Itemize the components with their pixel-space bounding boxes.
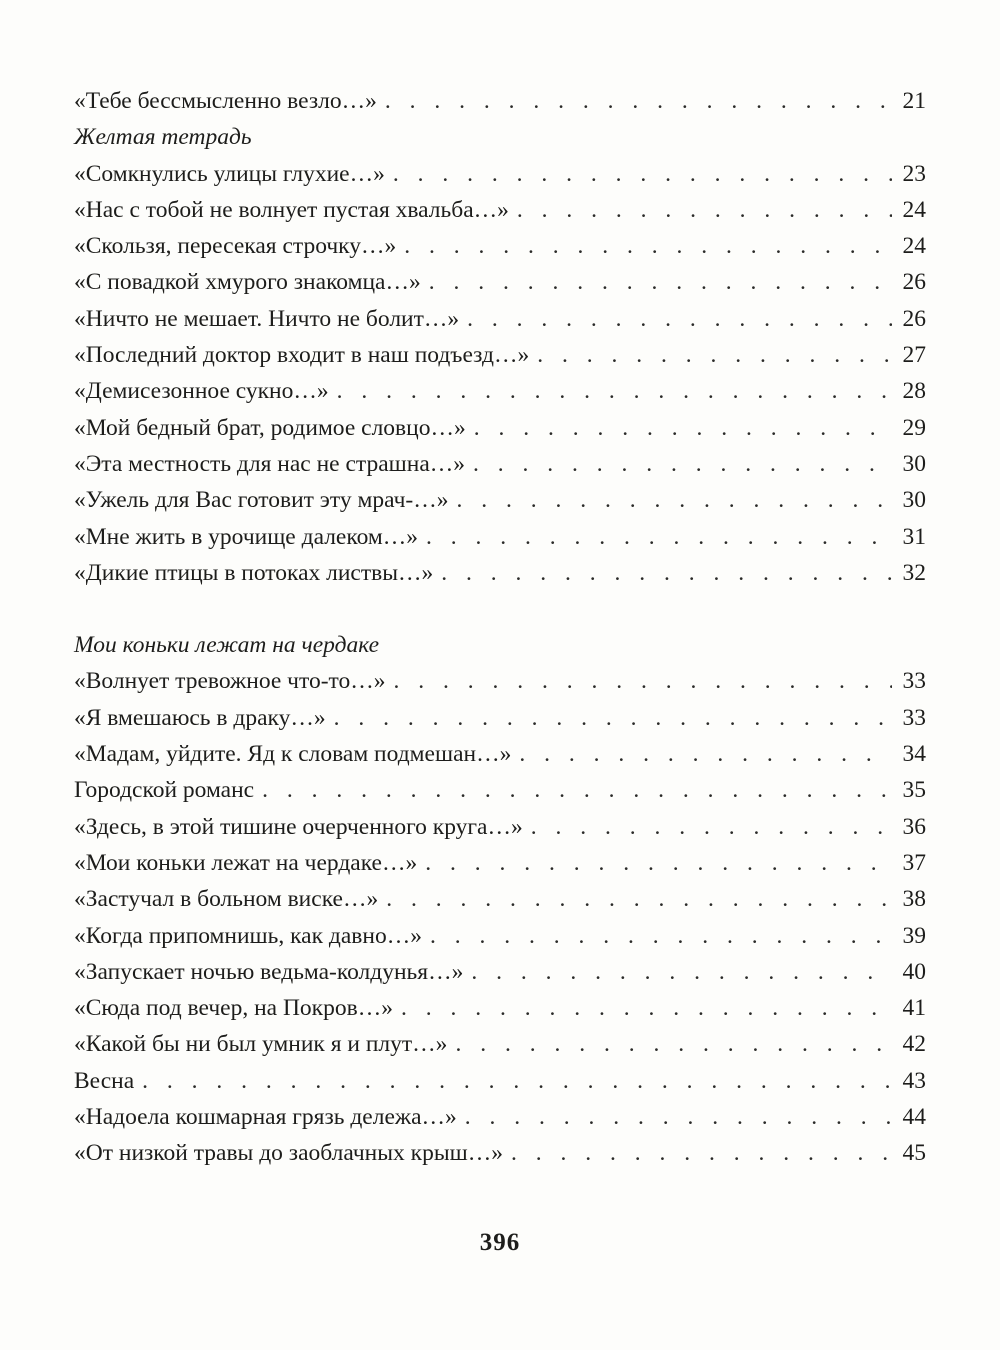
- dot-leader: [465, 1099, 892, 1135]
- dot-leader: [262, 772, 892, 808]
- dot-leader: [473, 446, 892, 482]
- toc-entry-page: 24: [902, 233, 926, 260]
- toc-entry-title: «Мадам, уйдите. Яд к словам подмешан…»: [74, 741, 512, 768]
- toc-entry-page: 33: [902, 704, 926, 731]
- dot-leader: [393, 156, 892, 192]
- toc-entry[interactable]: [74, 990, 926, 1026]
- dot-leader: [142, 1063, 892, 1099]
- dot-leader: [426, 519, 892, 555]
- toc-entry-title: «Ничто не мешает. Ничто не болит…»: [74, 305, 460, 332]
- toc-entry[interactable]: [74, 446, 926, 482]
- toc-entry-page: 30: [902, 450, 926, 477]
- toc-entry-page: 23: [902, 160, 926, 187]
- dot-leader: [425, 845, 892, 881]
- toc-entry-page: 39: [902, 922, 926, 949]
- toc-entry-title: «Сюда под вечер, на Покров…»: [74, 995, 393, 1022]
- toc-entry-title: «Я вмешаюсь в драку…»: [74, 704, 326, 731]
- toc-entry-title: «Эта местность для нас не страшна…»: [74, 450, 465, 477]
- dot-leader: [429, 264, 892, 300]
- toc-entry-title: «Надоела кошмарная грязь дележа…»: [74, 1104, 457, 1131]
- toc-entry[interactable]: [74, 918, 926, 954]
- dot-leader: [467, 301, 892, 337]
- page-number: 396: [479, 1229, 521, 1256]
- toc-entry-title: «С повадкой хмурого знакомца…»: [74, 269, 421, 296]
- dot-leader: [441, 555, 892, 591]
- toc-entry-title: «Мои коньки лежат на чердаке…»: [74, 849, 418, 876]
- toc-entry-title: «Сомкнулись улицы глухие…»: [74, 160, 385, 187]
- toc-entry[interactable]: [74, 809, 926, 845]
- dot-leader: [334, 700, 892, 736]
- toc-entry-title: «Мне жить в урочище далеком…»: [74, 523, 419, 550]
- toc-entry-page: 26: [902, 269, 926, 296]
- toc-entry-title: Городской романс: [74, 777, 255, 804]
- toc-entry-page: 42: [902, 1031, 926, 1058]
- dot-leader: [455, 1026, 892, 1062]
- toc-entry[interactable]: [74, 1063, 926, 1099]
- toc-entry-title: «Запускает ночью ведьма-колдунья…»: [74, 958, 464, 985]
- toc-entry-page: 24: [902, 196, 926, 223]
- toc-entry-title: «Дикие птицы в потоках листвы…»: [74, 559, 434, 586]
- toc-entry[interactable]: [74, 228, 926, 264]
- toc-entry-page: 30: [902, 487, 926, 514]
- toc-entry-page: 27: [902, 342, 926, 369]
- toc-entry-page: 45: [902, 1140, 926, 1167]
- dot-leader: [401, 990, 892, 1026]
- dot-leader: [404, 228, 892, 264]
- toc-entry-page: 37: [902, 849, 926, 876]
- toc-entry-page: 44: [902, 1104, 926, 1131]
- toc-entry[interactable]: [74, 954, 926, 990]
- toc-entry-page: 32: [902, 559, 926, 586]
- dot-leader: [456, 482, 892, 518]
- toc-entry-title: «Какой бы ни был умник я и плут…»: [74, 1031, 448, 1058]
- toc-entry[interactable]: [74, 845, 926, 881]
- toc-entry[interactable]: [74, 156, 926, 192]
- toc-entry[interactable]: [74, 1026, 926, 1062]
- toc-entry-title: Весна: [74, 1067, 135, 1094]
- dot-leader: [474, 410, 892, 446]
- dot-leader: [511, 1135, 892, 1171]
- toc-entry[interactable]: [74, 663, 926, 699]
- toc-entry-page: 40: [902, 958, 926, 985]
- table-of-contents: [74, 83, 926, 1172]
- section-heading: Желтая тетрадь: [74, 124, 252, 151]
- toc-entry[interactable]: [74, 555, 926, 591]
- toc-entry-title: «Последний доктор входит в наш подъезд…»: [74, 342, 530, 369]
- dot-leader: [394, 663, 893, 699]
- dot-leader: [517, 192, 892, 228]
- dot-leader: [385, 83, 892, 119]
- toc-entry-page: 28: [902, 378, 926, 405]
- toc-entry[interactable]: [74, 1099, 926, 1135]
- dot-leader: [471, 954, 892, 990]
- toc-entry-page: 34: [902, 741, 926, 768]
- toc-entry[interactable]: [74, 83, 926, 119]
- toc-entry[interactable]: [74, 482, 926, 518]
- toc-entry-page: 29: [902, 414, 926, 441]
- toc-entry[interactable]: [74, 337, 926, 373]
- dot-leader: [337, 373, 892, 409]
- toc-entry-title: «Застучал в больном виске…»: [74, 886, 379, 913]
- toc-entry-title: «Ужель для Вас готовит эту мрач-…»: [74, 487, 449, 514]
- toc-entry[interactable]: [74, 881, 926, 917]
- toc-entry-title: «Скользя, пересекая строчку…»: [74, 233, 397, 260]
- toc-entry-page: 36: [902, 813, 926, 840]
- toc-entry-title: «Когда припомнишь, как давно…»: [74, 922, 422, 949]
- toc-entry[interactable]: [74, 700, 926, 736]
- toc-entry-title: «От низкой травы до заоблачных крыш…»: [74, 1140, 503, 1167]
- toc-entry[interactable]: [74, 772, 926, 808]
- toc-entry-page: 26: [902, 305, 926, 332]
- section-heading: Мои коньки лежат на чердаке: [74, 632, 380, 659]
- toc-entry[interactable]: [74, 736, 926, 772]
- toc-entry[interactable]: [74, 373, 926, 409]
- toc-entry[interactable]: [74, 1135, 926, 1171]
- toc-entry-title: «Волнует тревожное что-то…»: [74, 668, 386, 695]
- toc-entry-page: 33: [902, 668, 926, 695]
- toc-entry-title: «Здесь, в этой тишине очерченного круга…»: [74, 813, 523, 840]
- section-spacer: [74, 591, 926, 627]
- toc-entry[interactable]: [74, 519, 926, 555]
- toc-entry[interactable]: [74, 301, 926, 337]
- toc-entry[interactable]: [74, 192, 926, 228]
- dot-leader: [537, 337, 892, 373]
- toc-entry-title: «Демисезонное сукно…»: [74, 378, 329, 405]
- toc-entry-title: «Тебе бессмысленно везло…»: [74, 88, 377, 114]
- toc-entry-page: 31: [902, 523, 926, 550]
- toc-entry-page: 35: [902, 777, 926, 804]
- toc-entry-page: 43: [902, 1067, 926, 1094]
- toc-entry-page: 41: [902, 995, 926, 1022]
- dot-leader: [386, 881, 892, 917]
- dot-leader: [430, 918, 892, 954]
- toc-entry[interactable]: [74, 410, 926, 446]
- toc-entry-page: 21: [902, 88, 926, 114]
- toc-entry-title: «Мой бедный брат, родимое словцо…»: [74, 414, 466, 441]
- toc-entry[interactable]: [74, 264, 926, 300]
- dot-leader: [519, 736, 892, 772]
- toc-entry-title: «Нас с тобой не волнует пустая хвальба…»: [74, 196, 509, 223]
- dot-leader: [531, 809, 892, 845]
- toc-entry-page: 38: [902, 886, 926, 913]
